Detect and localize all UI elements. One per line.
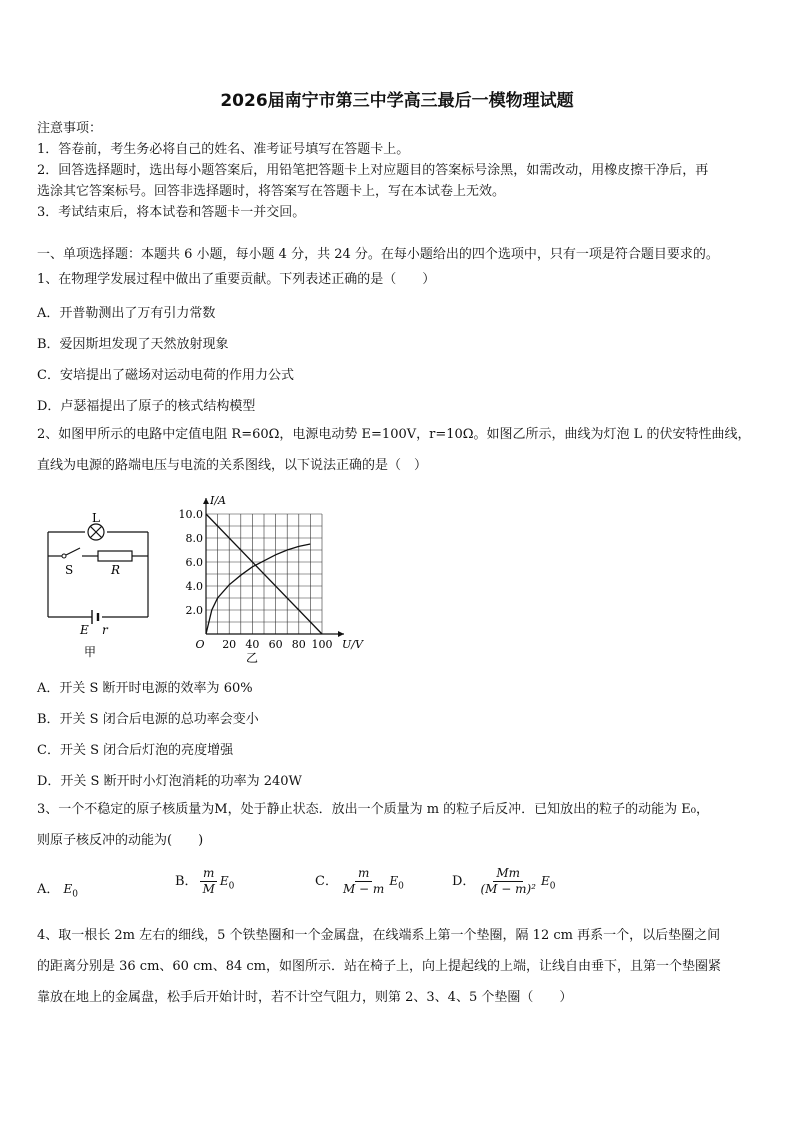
circuit-caption: 甲 (84, 645, 97, 659)
notice-item-2-cont: 选涂其它答案标号。回答非选择题时，将答案写在答题卡上，写在本试卷上无效。 (37, 184, 506, 199)
q4-stem-line2: 的距离分别是 36 cm、60 cm、84 cm，如图所示．站在椅子上，向上提起线的上端，让线自由垂下，且第一个垫圈紧 (37, 959, 721, 974)
q3-option-b: B． $\frac{m}{M}$ $E_0$ (175, 866, 235, 896)
y-axis-arrow (203, 498, 209, 504)
q1-option-c: C．安培提出了磁场对运动电荷的作用力公式 (37, 368, 294, 383)
notice-item-3: 3．考试结束后，将本试卷和答题卡一并交回。 (37, 205, 306, 220)
battery-icon (92, 610, 98, 624)
x-tick-label: 100 (311, 638, 333, 651)
switch-icon (62, 554, 66, 558)
q2-stem-line2: 直线为电源的路端电压与电流的关系图线，以下说法正确的是（ ） (37, 458, 428, 473)
x-axis-label: U/V (342, 638, 363, 651)
notice-item-1: 1．答卷前，考生务必将自己的姓名、准考证号填写在答题卡上。 (37, 142, 410, 157)
section-heading: 一、单项选择题：本题共 6 小题，每小题 4 分，共 24 分。在每小题给出的四个选项中，只有一项是符合题目要求的。 (37, 247, 719, 262)
q4-stem-line3: 靠放在地上的金属盘，松手后开始计时，若不计空气阻力，则第 2、3、4、5 个垫圈（ ） (37, 990, 573, 1005)
q2-option-a: A．开关 S 断开时电源的效率为 60% (37, 681, 253, 696)
q2-stem-line1: 2、如图甲所示的电路中定值电阻 R=60Ω，电源电动势 E=100V，r=10Ω。如图乙所示，曲线为灯泡 L 的伏安特性曲线， (37, 427, 751, 442)
notice-item-2: 2．回答选择题时，选出每小题答案后，用铅笔把答题卡上对应题目的答案标号涂黑，如需改动，用橡皮擦干净后，再 (37, 163, 709, 178)
q2-option-d: D．开关 S 断开时小灯泡消耗的功率为 240W (37, 774, 302, 789)
q1-option-d: D．卢瑟福提出了原子的核式结构模型 (37, 399, 256, 414)
page-title: 2026届南宁市第三中学高三最后一模物理试题 (220, 91, 574, 111)
switch-label: S (65, 563, 74, 577)
q3-stem-line1: 3、一个不稳定的原子核质量为M，处于静止状态．放出一个质量为 m 的粒子后反冲．已知放出的粒子的动能为 E₀， (37, 802, 710, 817)
x-tick-label: 40 (245, 638, 260, 651)
origin-label: O (195, 638, 205, 651)
lamp-curve-series (206, 544, 310, 634)
q3-option-d: D． $\frac{Mm}{\text{(M − m)²}}$ $E_0$ (452, 866, 556, 896)
y-axis-label: I/A (210, 494, 226, 507)
lamp-label: L (92, 511, 100, 525)
y-tick-label: 10.0 (178, 508, 203, 521)
q3-option-c: C． $\frac{m}{M - m}$ $E_0$ (315, 866, 404, 896)
q1-stem: 1、在物理学发展过程中做出了重要贡献。下列表述正确的是（ ） (37, 272, 436, 287)
internal-resistance-label: r (102, 623, 108, 637)
y-tick-label: 2.0 (185, 604, 203, 617)
circuit-diagram (40, 510, 160, 660)
x-tick-label: 80 (291, 638, 306, 651)
notice-heading: 注意事项： (37, 121, 103, 136)
x-tick-label: 20 (222, 638, 237, 651)
q4-stem-line1: 4、取一根长 2m 左右的细线，5 个铁垫圈和一个金属盘，在线端系上第一个垫圈，隔 12 cm 再系一个，以后垫圈之间 (37, 928, 721, 943)
q1-option-b: B．爱因斯坦发现了天然放射现象 (37, 337, 229, 352)
x-tick-label: 60 (268, 638, 283, 651)
iv-chart (170, 488, 380, 663)
emf-label: E (80, 623, 89, 637)
q2-option-b: B．开关 S 闭合后电源的总功率会变小 (37, 712, 259, 727)
q3-stem-line2: 则原子核反冲的动能为( ) (37, 833, 204, 848)
q2-option-c: C．开关 S 闭合后灯泡的亮度增强 (37, 743, 234, 758)
y-tick-label: 8.0 (185, 532, 203, 545)
lamp-icon (88, 524, 104, 540)
chart-caption: 乙 (246, 651, 259, 663)
resistor-label: R (111, 563, 121, 577)
x-axis-arrow (338, 631, 344, 637)
q3-option-a: A． $E_0$ (37, 882, 79, 900)
y-tick-label: 6.0 (185, 556, 203, 569)
q1-option-a: A．开普勒测出了万有引力常数 (37, 306, 216, 321)
y-tick-label: 4.0 (185, 580, 203, 593)
formula-a: $E_0$ (63, 882, 79, 900)
